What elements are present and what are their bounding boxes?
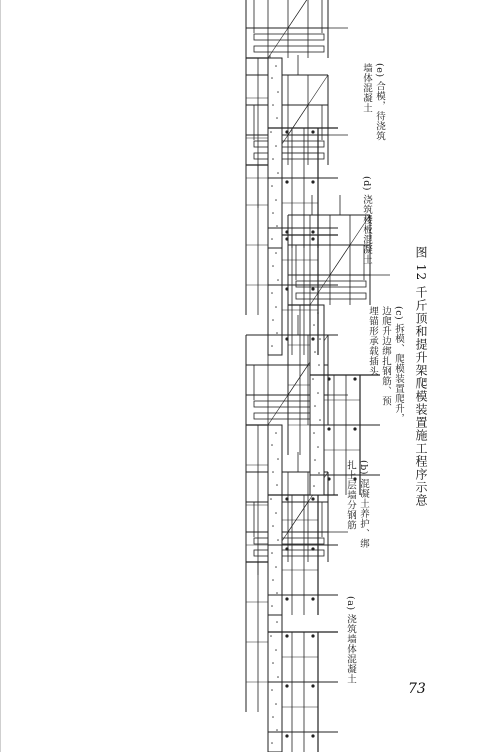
panel-drawing-b (246, 315, 348, 615)
panel-label-a: (a) 浇筑墙体混凝土 (345, 596, 356, 685)
figure-caption: 图 12 千斤顶和提升架爬模装置施工程序示意 (414, 246, 428, 507)
panel-label-b: (b) 混凝土养护、绑 扎上层墙分钢筋 (345, 460, 369, 549)
panel-drawing-a (246, 452, 348, 752)
panel-label-c: (c) 拆模、爬模装置爬升， 边爬升边绑扎钢筋、预 埋锚形承载插头 (367, 306, 404, 424)
panel-drawing-d (246, 55, 348, 355)
panel-label-e: (e) 合模，待浇筑 墙体混凝土 (361, 63, 385, 142)
page-number: 73 (408, 681, 426, 697)
panel-drawing-e (246, 0, 348, 248)
panel-label-d: (d) 浇筑楼板混凝土 (361, 176, 372, 265)
